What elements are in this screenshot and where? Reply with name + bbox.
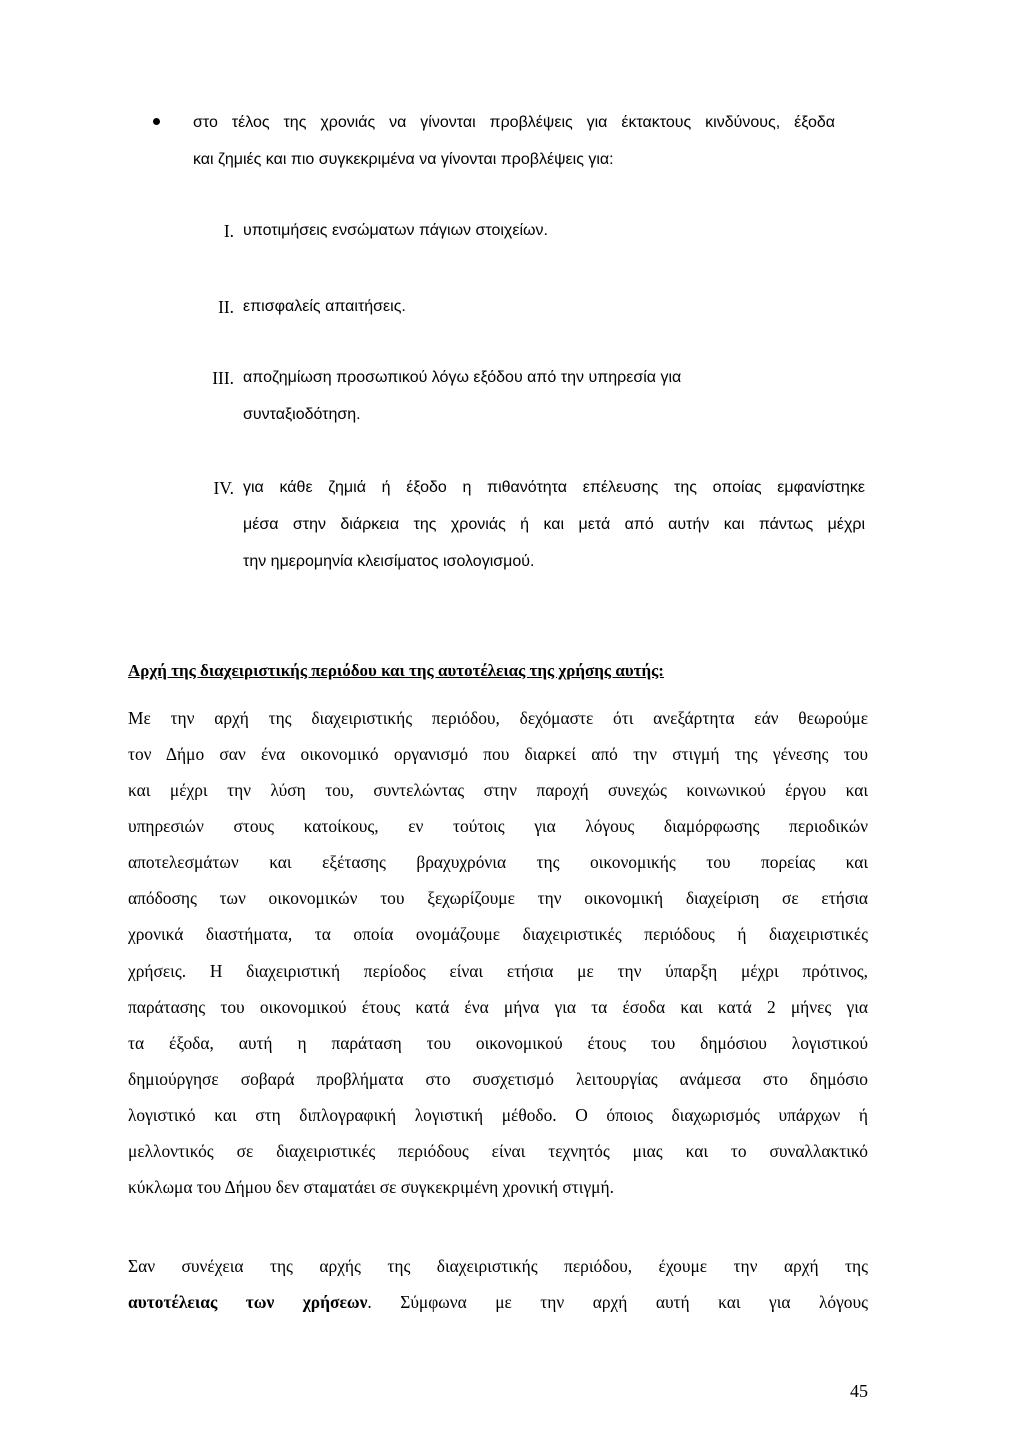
paragraph-line: μελλοντικός σε διαχειριστικές περιόδους είναι τεχνητός μιας και το συναλλακτικό <box>128 1141 868 1161</box>
section-heading: Αρχή της διαχειριστικής περιόδου και της αυτοτέλειας της χρήσης αυτής: <box>128 661 664 680</box>
paragraph-line: παράτασης του οικονομικού έτους κατά ένα μήνα για τα έσοδα και κατά 2 μήνες για <box>128 997 868 1017</box>
paragraph-line: υπηρεσιών στους κατοίκους, εν τούτοις για λόγους διαμόρφωσης περιοδικών <box>128 816 868 836</box>
list-item-text: για κάθε ζημιά ή έξοδο η πιθανότητα επέλευσης της οποίας εμφανίστηκε <box>243 479 865 496</box>
list-item-text: αποζημίωση προσωπικού λόγω εξόδου από την υπηρεσία για <box>243 369 682 386</box>
page-number: 45 <box>850 1381 868 1401</box>
paragraph-line-rest: . Σύμφωνα με την αρχή αυτή και για λόγους <box>367 1292 868 1312</box>
paragraph-line: Σαν συνέχεια της αρχής της διαχειριστικής περιόδου, έχουμε την αρχή της <box>128 1256 868 1276</box>
list-item-text: την ημερομηνία κλεισίματος ισολογισμού. <box>243 553 535 570</box>
paragraph-line: κύκλωμα του Δήμου δεν σταματάει σε συγκεκριμένη χρονική στιγμή. <box>128 1177 614 1197</box>
bullet-icon <box>153 118 160 125</box>
paragraph-line: λογιστικό και στη διπλογραφική λογιστική μέθοδο. Ο όποιος διαχωρισμός υπάρχων ή <box>128 1105 868 1125</box>
list-item-text: επισφαλείς απαιτήσεις. <box>243 298 406 315</box>
list-numeral: I. <box>223 221 234 241</box>
bullet-text-line: και ζημιές και πιο συγκεκριμένα να γίνονται προβλέψεις για: <box>193 151 614 168</box>
paragraph-line: δημιούργησε σοβαρά προβλήματα στο συσχετισμό λειτουργίας ανάμεσα στο δημόσιο <box>128 1069 868 1089</box>
paragraph-line: αποτελεσμάτων και εξέτασης βραχυχρόνια της οικονομικής του πορείας και <box>128 852 868 872</box>
list-numeral: III. <box>212 368 234 388</box>
paragraph-line: απόδοσης των οικονομικών του ξεχωρίζουμε την οικονομική διαχείριση σε ετήσια <box>128 888 868 908</box>
bullet-text-line: στο τέλος της χρονιάς να γίνονται προβλέψεις για έκτακτους κινδύνους, έξοδα <box>193 114 835 131</box>
paragraph-line: τα έξοδα, αυτή η παράταση του οικονομικού έτους του δημόσιου λογιστικού <box>128 1033 868 1053</box>
list-numeral: IV. <box>213 478 234 498</box>
list-item-text: συνταξιοδότηση. <box>243 406 361 423</box>
list-numeral: II. <box>218 297 234 317</box>
bold-term: αυτοτέλειας των χρήσεων <box>128 1292 368 1312</box>
list-item-text: μέσα στην διάρκεια της χρονιάς ή και μετά από αυτήν και πάντως μέχρι <box>243 516 865 533</box>
paragraph-line: Με την αρχή της διαχειριστικής περιόδου, δεχόμαστε ότι ανεξάρτητα εάν θεωρούμε <box>128 708 868 728</box>
paragraph-line: χρήσεις. Η διαχειριστική περίοδος είναι ετήσια με την ύπαρξη μέχρι πρότινος, <box>128 961 868 981</box>
paragraph-line: χρονικά διαστήματα, τα οποία ονομάζουμε διαχειριστικές περιόδους ή διαχειριστικές <box>128 924 868 944</box>
paragraph-line <box>128 1291 868 1313</box>
list-item-text: υποτιμήσεις ενσώματων πάγιων στοιχείων. <box>243 222 548 239</box>
paragraph-line: και μέχρι την λύση του, συντελώντας στην παροχή συνεχώς κοινωνικού έργου και <box>128 780 868 800</box>
paragraph-line: τον Δήμο σαν ένα οικονομικό οργανισμό που διαρκεί από την στιγμή της γένεσης του <box>128 744 868 764</box>
